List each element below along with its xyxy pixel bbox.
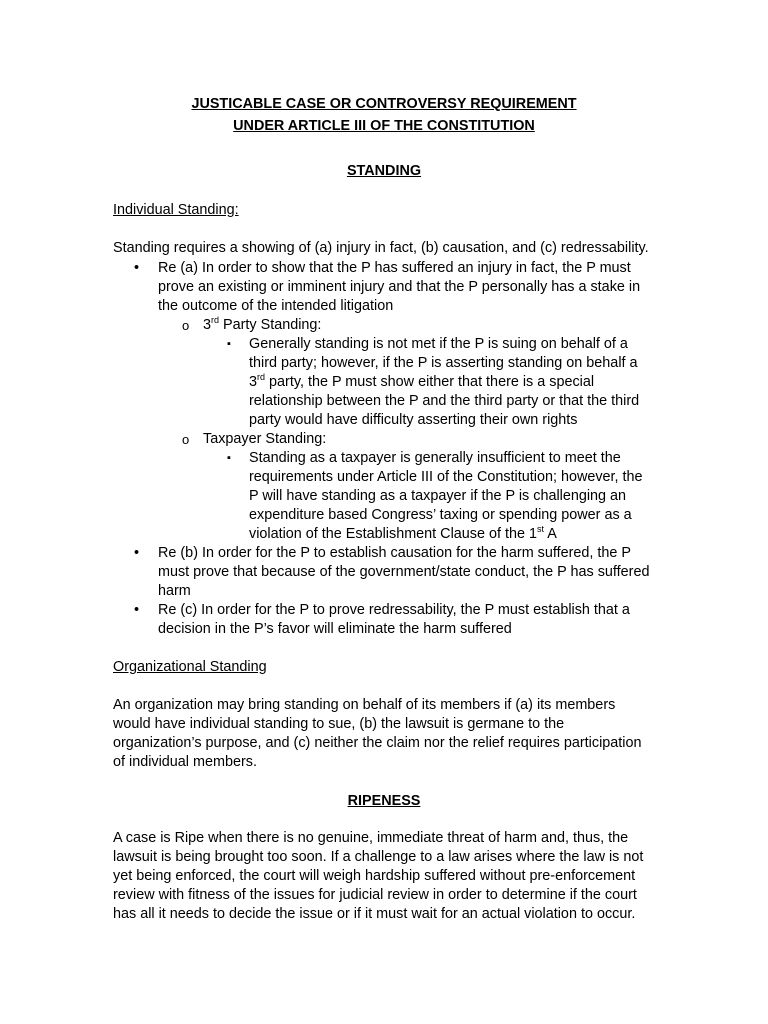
ripeness-line1: A case is Ripe when there is no genuine, immediate threat of harm and, thus, the [113,830,629,846]
re-c-line1: Re (c) In order for the P to prove redressability, the P must establish that a [158,602,630,618]
third-party-line5: party would have difficulty asserting their own rights [249,412,578,428]
organizational-standing-heading: Organizational Standing [113,659,267,675]
standing-heading: STANDING [346,163,422,179]
ripeness-line5: has all it needs to decide the issue or if it must wait for an actual violation to occur. [113,906,636,922]
org-line1: An organization may bring standing on behalf of its members if (a) its members [113,697,616,713]
ripeness-heading: RIPENESS [347,793,421,809]
org-line2: would have individual standing to sue, (b) the lawsuit is germane to the [113,716,565,732]
doc-title-line1: JUSTICABLE CASE OR CONTROVERSY REQUIREMENT [191,96,577,112]
third-party-line4: relationship between the P and the third party or that the third [249,393,640,409]
bullet-icon: • [134,260,140,276]
re-b-line1: Re (b) In order for the P to establish causation for the harm suffered, the P [158,545,632,561]
third-party-heading: 3rd Party Standing: [203,315,322,333]
third-party-line2: third party; however, if the P is asserting standing on behalf a [249,355,638,371]
taxpayer-heading: Taxpayer Standing: [203,431,327,447]
taxpayer-line2: requirements under Article III of the Constitution; however, the [249,469,643,485]
re-c-line2: decision in the P’s favor will eliminate the harm suffered [158,621,512,637]
ripeness-line2: lawsuit is being brought too soon. If a challenge to a law arises where the law is not [113,849,644,865]
re-a-line1: Re (a) In order to show that the P has suffered an injury in fact, the P must [158,260,631,276]
square-bullet-icon: ▪ [227,338,231,350]
third-party-line1: Generally standing is not met if the P is suing on behalf of a [249,336,628,352]
circle-bullet-icon: o [182,432,190,447]
re-b-line2: must prove that because of the government/state conduct, the P has suffered [158,564,650,580]
re-a-line3: the outcome of the intended litigation [158,298,394,314]
bullet-icon: • [134,602,140,618]
square-bullet-icon: ▪ [227,452,231,464]
standing-intro: Standing requires a showing of (a) injury in fact, (b) causation, and (c) redressability. [113,240,649,256]
taxpayer-line3: P will have standing as a taxpayer if the P is challenging an [249,488,627,504]
ripeness-line4: review with fitness of the issues for judicial review in order to determine if the court [113,887,637,903]
org-line3: organization’s purpose, and (c) neither the claim nor the relief requires participation [113,735,642,751]
bullet-icon: • [134,545,140,561]
taxpayer-line4: expenditure based Congress’ taxing or spending power as a [249,507,632,523]
doc-title-line2: UNDER ARTICLE III OF THE CONSTITUTION [233,118,535,134]
re-a-line2: prove an existing or imminent injury and that the P personally has a stake in [158,279,641,295]
ripeness-line3: yet being enforced, the court will weigh hardship suffered without pre-enforcement [113,868,636,884]
re-b-line3: harm [158,583,191,599]
third-party-line3: 3rd party, the P must show either that there is a special [249,372,595,390]
individual-standing-heading: Individual Standing: [113,202,239,218]
taxpayer-line5: violation of the Establishment Clause of the 1st A [249,524,557,542]
circle-bullet-icon: o [182,318,190,333]
org-line4: of individual members. [113,754,257,770]
taxpayer-line1: Standing as a taxpayer is generally insufficient to meet the [249,450,621,466]
